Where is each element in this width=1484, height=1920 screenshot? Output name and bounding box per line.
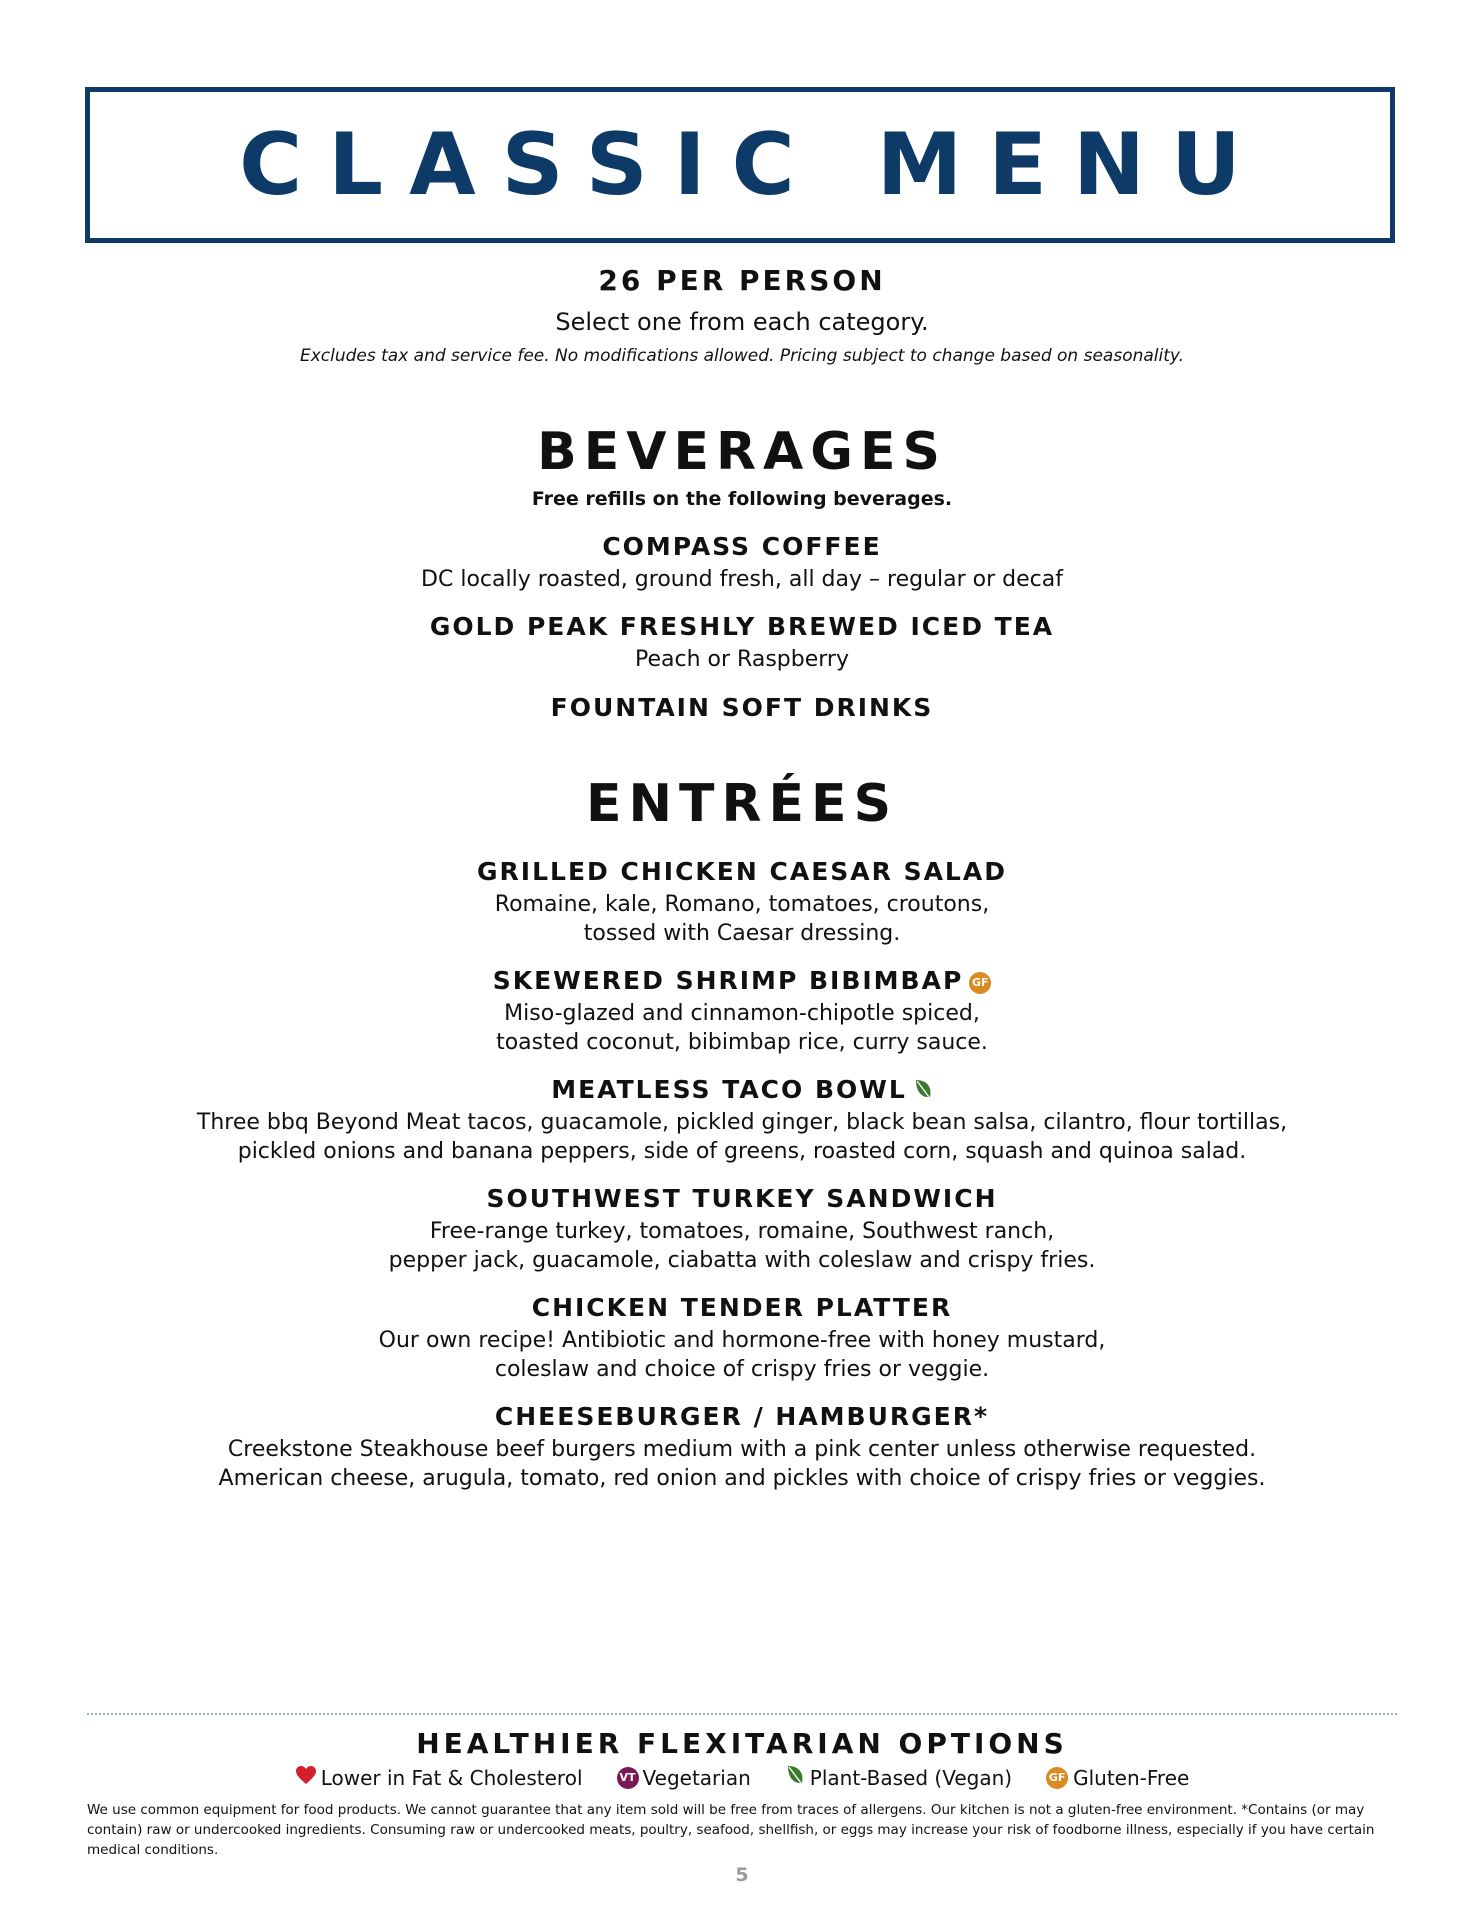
selection-instruction: Select one from each category. xyxy=(555,308,929,336)
legend-item-vegan xyxy=(785,1764,1012,1791)
entree-description-line: Romaine, kale, Romano, tomatoes, croutons, xyxy=(494,892,990,917)
gluten-free-icon: GF xyxy=(1046,1767,1068,1789)
entree-description-line: coleslaw and choice of crispy fries or veggie. xyxy=(494,1357,990,1382)
title-frame xyxy=(85,87,1395,243)
entree-name: GRILLED CHICKEN CAESAR SALAD xyxy=(477,857,1007,886)
entree-description-line: Our own recipe! Antibiotic and hormone-free with honey mustard, xyxy=(378,1328,1106,1353)
legend-label: Lower in Fat & Cholesterol xyxy=(320,1765,583,1790)
price-per-person: 26 PER PERSON xyxy=(598,264,886,297)
heart-icon xyxy=(295,1765,317,1790)
beverages-note: Free refills on the following beverages. xyxy=(531,488,953,510)
beverage-name: COMPASS COFFEE xyxy=(602,532,882,561)
entree-item-header xyxy=(0,1075,1484,1106)
entree-name: CHEESEBURGER / HAMBURGER* xyxy=(494,1402,990,1431)
entree-description-line: Free-range turkey, tomatoes, romaine, Southwest ranch, xyxy=(429,1219,1055,1244)
entree-description-line: American cheese, arugula, tomato, red onion and pickles with choice of crispy fries or veggies. xyxy=(218,1466,1266,1491)
legend-item-low-fat xyxy=(295,1765,583,1790)
entree-description-line: Miso-glazed and cinnamon-chipotle spiced, xyxy=(504,1001,980,1026)
entree-item-header xyxy=(0,966,1484,995)
legend-item-vegetarian xyxy=(617,1766,751,1790)
page-number: 5 xyxy=(735,1864,749,1886)
entree-description-line: Three bbq Beyond Meat tacos, guacamole, pickled ginger, black bean salsa, cilantro, flour tortillas, xyxy=(196,1110,1288,1135)
entree-description-line: pickled onions and banana peppers, side of greens, roasted corn, squash and quinoa salad. xyxy=(237,1139,1247,1164)
legend-label: Gluten-Free xyxy=(1073,1765,1190,1790)
entree-description-line: pepper jack, guacamole, ciabatta with coleslaw and crispy fries. xyxy=(388,1248,1096,1273)
legend-item-gluten-free xyxy=(1046,1766,1189,1790)
allergen-disclaimer: We use common equipment for food products. We cannot guarantee that any item sold will be free from traces of allergens. Our kitchen is not a gluten-free environment. *Contains (or may contain) raw or undercooked ingredients. Consuming raw or undercooked meats, poultry, seafood, shellfish, or eggs may increase your risk of foodborne illness, especially if you have certain medical conditions. xyxy=(87,1802,1375,1858)
entree-name: SOUTHWEST TURKEY SANDWICH xyxy=(486,1184,998,1213)
beverage-name: FOUNTAIN SOFT DRINKS xyxy=(550,693,934,722)
beverage-description: DC locally roasted, ground fresh, all day – regular or decaf xyxy=(421,567,1063,592)
leaf-icon xyxy=(913,1077,933,1106)
vegetarian-icon: VT xyxy=(617,1767,639,1789)
entree-description-line: tossed with Caesar dressing. xyxy=(583,921,901,946)
beverage-description: Peach or Raspberry xyxy=(635,647,849,672)
entrees-heading: ENTRÉES xyxy=(585,774,899,834)
entree-description-line: Creekstone Steakhouse beef burgers medium with a pink center unless otherwise requested. xyxy=(227,1437,1257,1462)
entree-name: CHICKEN TENDER PLATTER xyxy=(531,1293,953,1322)
entree-name: MEATLESS TACO BOWL xyxy=(551,1075,907,1104)
menu-title: CLASSIC MENU xyxy=(239,115,1267,215)
beverage-name: GOLD PEAK FRESHLY BREWED ICED TEA xyxy=(429,612,1055,641)
legend-label: Plant-Based (Vegan) xyxy=(809,1765,1013,1790)
entree-name: SKEWERED SHRIMP BIBIMBAP xyxy=(492,966,964,995)
beverages-heading: BEVERAGES xyxy=(537,422,947,482)
dietary-legend xyxy=(0,1764,1484,1791)
footer-divider xyxy=(87,1713,1397,1715)
leaf-icon xyxy=(785,1764,805,1791)
entree-description-line: toasted coconut, bibimbap rice, curry sauce. xyxy=(496,1030,988,1055)
pricing-note: Excludes tax and service fee. No modifications allowed. Pricing subject to change based on seasonality. xyxy=(299,346,1185,366)
healthier-options-heading: HEALTHIER FLEXITARIAN OPTIONS xyxy=(416,1727,1068,1760)
legend-label: Vegetarian xyxy=(642,1765,751,1790)
gluten-free-icon: GF xyxy=(969,972,991,994)
